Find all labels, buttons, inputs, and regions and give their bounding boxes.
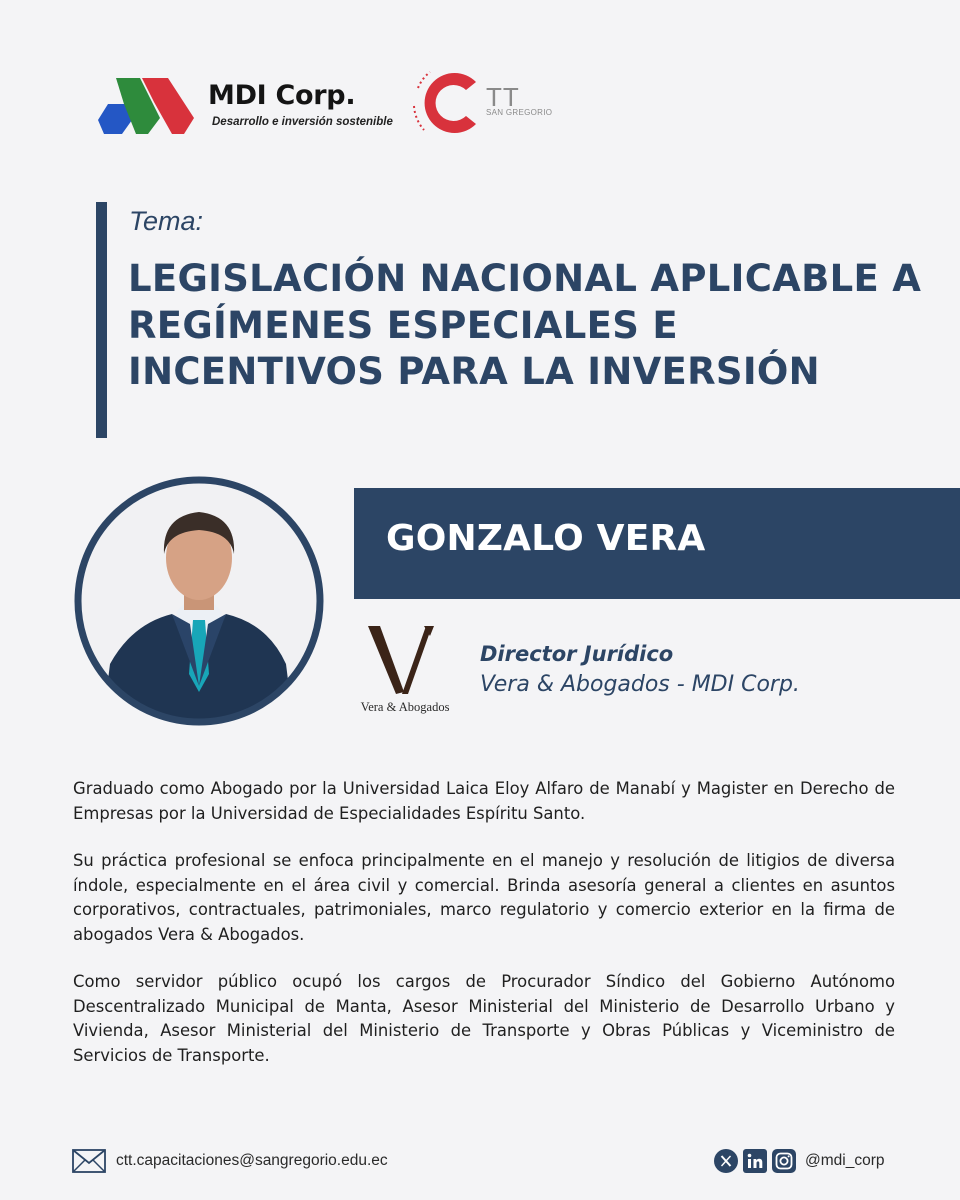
footer-email[interactable] bbox=[72, 1148, 388, 1174]
email-link[interactable]: ctt.capacitaciones@sangregorio.edu.ec bbox=[116, 1152, 388, 1169]
speaker-name-band bbox=[354, 488, 960, 599]
bio-paragraph: Su práctica profesional se enfoca principalmente en el manejo y resolución de litigios de diversa índole, especialmente en el área civil y comercial. Brinda asesoría general a clientes en asuntos corporativos, contractuales, patrimoniales, marco regulatorio y comercio exterior en la firma de abogados Vera & Abogados. bbox=[73, 851, 895, 944]
bio-paragraph: Graduado como Abogado por la Universidad Laica Eloy Alfaro de Manabí y Magister en Derecho de Empresas por la Universidad de Especialidades Espíritu Santo. bbox=[73, 779, 895, 823]
topic-label: Tema: bbox=[129, 206, 204, 236]
linkedin-icon[interactable] bbox=[743, 1149, 767, 1173]
vera-abogados-logo bbox=[350, 622, 460, 718]
brand-tagline: Desarrollo e inversión sostenible bbox=[212, 116, 393, 128]
speaker-role: Director Jurídico bbox=[480, 642, 674, 666]
topic-title: LEGISLACIÓN NACIONAL APLICABLE A REGÍMENES ESPECIALES E INCENTIVOS PARA LA INVERSIÓN bbox=[128, 257, 922, 393]
partner-letters: TT bbox=[486, 82, 520, 112]
speaker-bio bbox=[73, 777, 895, 1091]
topic-accent-bar bbox=[96, 202, 107, 438]
x-icon[interactable] bbox=[714, 1149, 738, 1173]
partner-name: SAN GREGORIO bbox=[486, 108, 553, 117]
speaker-name: GONZALO VERA bbox=[386, 518, 706, 559]
vera-v-icon bbox=[366, 622, 444, 698]
mdi-corp-logo bbox=[96, 74, 393, 144]
mdi-mark-icon bbox=[96, 74, 196, 136]
speaker-portrait bbox=[72, 474, 326, 728]
brand-name: MDI Corp. bbox=[208, 80, 356, 111]
instagram-icon[interactable] bbox=[772, 1149, 796, 1173]
social-handle[interactable]: @mdi_corp bbox=[805, 1152, 885, 1169]
envelope-icon bbox=[72, 1149, 106, 1173]
bio-paragraph: Como servidor público ocupó los cargos de Procurador Síndico del Gobierno Autónomo Descentralizado Municipal de Manta, Asesor Ministerial del Ministerio de Desarrollo Urbano y Vivienda, Asesor Ministerial del Ministerio de Transporte y Obras Públicas y Viceministro de Servicios de Transporte. bbox=[73, 972, 895, 1065]
speaker-organization: Vera & Abogados - MDI Corp. bbox=[480, 672, 800, 697]
firm-caption: Vera & Abogados bbox=[360, 700, 450, 714]
ctt-san-gregorio-logo bbox=[410, 58, 570, 148]
footer-social bbox=[714, 1147, 884, 1175]
